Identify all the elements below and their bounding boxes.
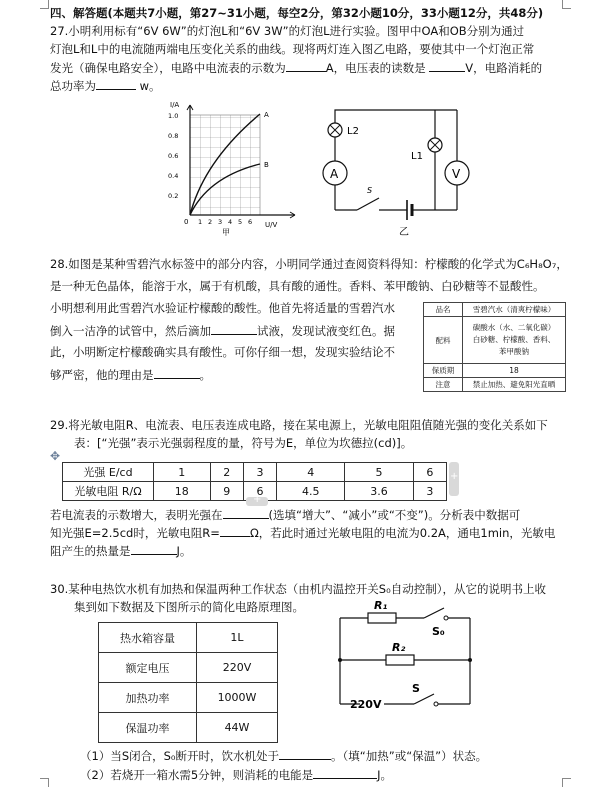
table-cell: 保质期 (424, 364, 463, 378)
table-cell: 6 (413, 463, 446, 482)
q28-line-4-b: 试液，发现试液变红色。据 (257, 324, 395, 338)
table-cell (463, 317, 566, 364)
q27-answer-voltage[interactable] (429, 60, 465, 72)
q28-answer-indicator[interactable] (211, 323, 257, 335)
table-cell: 4 (277, 463, 345, 482)
q29-line-5-b: J。 (176, 544, 192, 558)
table-cell: 2 (210, 463, 243, 482)
lamp-l2-icon (328, 110, 435, 137)
q27-line-3-b: A，电压表的读数是 (325, 61, 426, 75)
q28-line-3: 小明想利用此雪碧汽水验证柠檬酸的酸性。他首先将适量的雪碧汽水 (50, 301, 395, 315)
table-cell: 热水箱容量 (99, 623, 197, 653)
table-cell: 6 (243, 482, 276, 501)
q27-line-4-b: w。 (139, 79, 161, 93)
table-cell: 18 (154, 482, 211, 501)
q29-line-5 (50, 543, 191, 558)
q30-line-1: 30.某种电热饮水机有加热和保温两种工作状态（由机内温控开关S₀自动控制），从它的说明书上收 (50, 582, 546, 596)
dispenser-spec-table (98, 622, 278, 743)
svg-text:V: V (452, 167, 461, 181)
q27-line-4-a: 总功率为 (50, 79, 96, 93)
table-cell: 44W (197, 713, 278, 743)
table-row (424, 303, 566, 317)
q27-circuit-label-l2: L2 (347, 126, 359, 137)
corner-mark-top-right (562, 0, 571, 9)
q30-sub-1-b: 。（填“加热”或“保温”）状态。 (331, 749, 488, 763)
q30-line-2: 集到如下数据及下图所示的简化电路原理图。 (74, 600, 304, 614)
table-row (63, 463, 447, 482)
switch-s0-icon (424, 608, 444, 618)
q27-graph-xtick: 3 (218, 218, 223, 226)
q30-sub-2-b: J。 (377, 768, 393, 782)
q29-line-1: 29.将光敏电阻R、电流表、电压表连成电路，接在某电源上，光敏电阻阻值随光强的变化关系如下 (50, 418, 548, 432)
table-cell: 品名 (424, 303, 463, 317)
q27-graph-ytick: 0.4 (168, 172, 179, 180)
q30-circuit (332, 600, 482, 720)
q30-circuit-label-voltage: 220V (350, 698, 382, 711)
q30-sub-2 (80, 767, 392, 782)
table-cell: 1L (197, 623, 278, 653)
q27-line-4 (50, 78, 161, 93)
q27-graph-xlabel: U/V (265, 221, 278, 229)
q27-answer-current[interactable] (286, 60, 326, 72)
table-cell: 配料 (424, 317, 463, 364)
table-row (99, 683, 278, 713)
table-cell: 4.5 (277, 482, 345, 501)
table-row (99, 713, 278, 743)
table-cell: 18 (463, 364, 566, 378)
q28-line-1: 28.如图是某种雪碧汽水标签中的部分内容，小明同学通过查阅资料得知：柠檬酸的化学式为C₆H₈O₇， (50, 257, 568, 271)
q28-line-6-a: 够严密，他的理由是 (50, 368, 154, 382)
ammeter-icon (323, 161, 347, 185)
q30-circuit-label-s0: S₀ (432, 625, 445, 638)
q27-graph-caption: 甲 (222, 228, 230, 237)
q27-circuit-caption: 乙 (399, 227, 409, 238)
add-row-handle[interactable] (246, 494, 268, 506)
table-header-cell: 光强 E/cd (63, 463, 154, 482)
section-title: 四、解答题(本题共7小题，第27~31小题，每空2分，第32小题10分，33小题12分，共48分) (50, 6, 544, 20)
table-cell: 220V (197, 653, 278, 683)
q27-graph-xtick: 1 (198, 218, 203, 226)
q27-line-1: 27.小明利用标有“6V 6W”的灯泡L和“6V 3W”的灯泡L进行实验。图甲中OA和OB分别为通过 (50, 24, 525, 38)
table-header-cell: 光敏电阻 R/Ω (63, 482, 154, 501)
q27-graph-xtick: 4 (228, 218, 233, 226)
q29-line-4-b: Ω，若此时通过光敏电阻的电流为0.2A，通电1min，光敏电 (249, 526, 556, 540)
add-column-handle[interactable] (449, 462, 459, 496)
q27-graph-ytick: 0.6 (168, 152, 179, 160)
q27-line-3-c: V，电路消耗的 (465, 61, 543, 75)
ingredient-line: 碳酸水（水、二氧化碳） (472, 323, 556, 332)
table-cell: 3.6 (345, 482, 413, 501)
q28-line-5: 此，小明断定柠檬酸确实具有酸性。可你仔细一想，发现实验结论不 (50, 345, 395, 359)
q29-line-4-a: 知光强E=2.5cd时，光敏电阻R= (50, 526, 220, 540)
table-row (424, 364, 566, 378)
q27-graph-xtick: 2 (208, 218, 213, 226)
q27-circuit-label-s: S (367, 186, 373, 195)
table-cell: 加热功率 (99, 683, 197, 713)
q28-answer-reason[interactable] (154, 367, 200, 379)
voltmeter-icon (445, 161, 469, 185)
q27-answer-power[interactable] (96, 78, 136, 90)
q29-answer-light[interactable] (223, 507, 269, 519)
q27-graph-ylabel: I/A (170, 101, 180, 109)
table-cell: 9 (210, 482, 243, 501)
q30-answer-state[interactable] (279, 748, 331, 760)
table-cell: 3 (243, 463, 276, 482)
q28-line-6 (50, 367, 211, 382)
q30-sub-1 (80, 748, 487, 763)
table-cell: 保温功率 (99, 713, 197, 743)
q27-line-3-a: 发光（确保电路安全），电路中电流表的示数为 (50, 61, 286, 75)
q30-sub-1-a: （1）当S闭合，S₀断开时，饮水机处于 (80, 749, 280, 763)
q27-graph (160, 97, 310, 237)
q29-line-2: 表：[“光强”表示光强弱程度的量，符号为E，单位为坎德拉(cd)]。 (74, 436, 413, 450)
q29-answer-heat[interactable] (131, 543, 177, 555)
q27-graph-ytick: 0.2 (168, 192, 179, 200)
q27-circuit-label-l1: L1 (411, 151, 423, 162)
table-cell: 3 (413, 482, 446, 501)
q27-graph-ytick: 1.0 (168, 112, 179, 120)
table-cell: 雪碧汽水（清爽柠檬味） (463, 303, 566, 317)
resistor-r2-icon (386, 655, 414, 665)
table-row (424, 317, 566, 364)
drink-label-table (423, 302, 566, 392)
q27-graph-xtick: 6 (248, 218, 253, 226)
table-cell: 5 (345, 463, 413, 482)
table-cell: 额定电压 (99, 653, 197, 683)
q30-sub-2-a: （2）若烧开一箱水需5分钟，则消耗的电能是 (80, 768, 314, 782)
table-cell: 1 (154, 463, 211, 482)
q27-line-2: 灯泡L和L中的电流随两端电压变化关系的曲线。现将两灯连入图乙电路，要使其中一个灯泡正常 (50, 42, 535, 56)
q28-line-4-a: 倒入一洁净的试管中，然后滴加 (50, 324, 211, 338)
q27-graph-ytick: 0.8 (168, 132, 179, 140)
lamp-l1-icon (428, 138, 442, 152)
resistor-r1-icon (368, 613, 396, 623)
q27-line-3 (50, 60, 542, 75)
q27-circuit (315, 105, 480, 240)
switch-s-icon (414, 694, 434, 704)
q30-circuit-label-s: S (412, 682, 420, 695)
add-icon: + (450, 471, 459, 482)
table-row (424, 378, 566, 392)
q29-line-3 (50, 507, 520, 522)
table-row (99, 623, 278, 653)
q29-line-4 (50, 525, 555, 540)
q30-circuit-label-r1: R₁ (374, 600, 388, 612)
q27-graph-label-a: A (264, 111, 269, 119)
table-cell: 注意 (424, 378, 463, 392)
corner-mark-top-left (40, 0, 49, 9)
q29-line-3-a: 若电流表的示数增大，表明光强在 (50, 508, 223, 522)
ingredient-line: 苯甲酸钠 (499, 347, 529, 356)
q28-line-2: 是一种无色晶体，能溶于水，属于有机酸，具有酸的通性。香料、苯甲酸钠、白砂糖等不显酸性。 (50, 279, 545, 293)
q28-line-6-b: 。 (199, 368, 211, 382)
svg-text:A: A (330, 167, 339, 181)
q28-line-4 (50, 323, 395, 338)
q27-graph-origin: 0 (184, 218, 189, 226)
q29-line-5-a: 阻产生的热量是 (50, 544, 131, 558)
table-cell: 1000W (197, 683, 278, 713)
q30-answer-energy[interactable] (313, 767, 377, 779)
move-table-icon[interactable]: ✥ (50, 449, 61, 463)
q29-answer-resistance[interactable] (220, 525, 250, 537)
q27-graph-label-b: B (264, 161, 269, 169)
table-row (99, 653, 278, 683)
table-cell: 禁止加热、避免阳光直晒 (463, 378, 566, 392)
q29-line-3-b: (选填“增大”、“减小”或“不变”)。分析表中数据可 (268, 508, 521, 522)
q27-graph-xtick: 5 (238, 218, 243, 226)
add-icon: + (253, 494, 262, 505)
q30-circuit-label-r2: R₂ (392, 641, 406, 654)
ingredient-line: 白砂糖、柠檬酸、香料、 (472, 335, 556, 344)
